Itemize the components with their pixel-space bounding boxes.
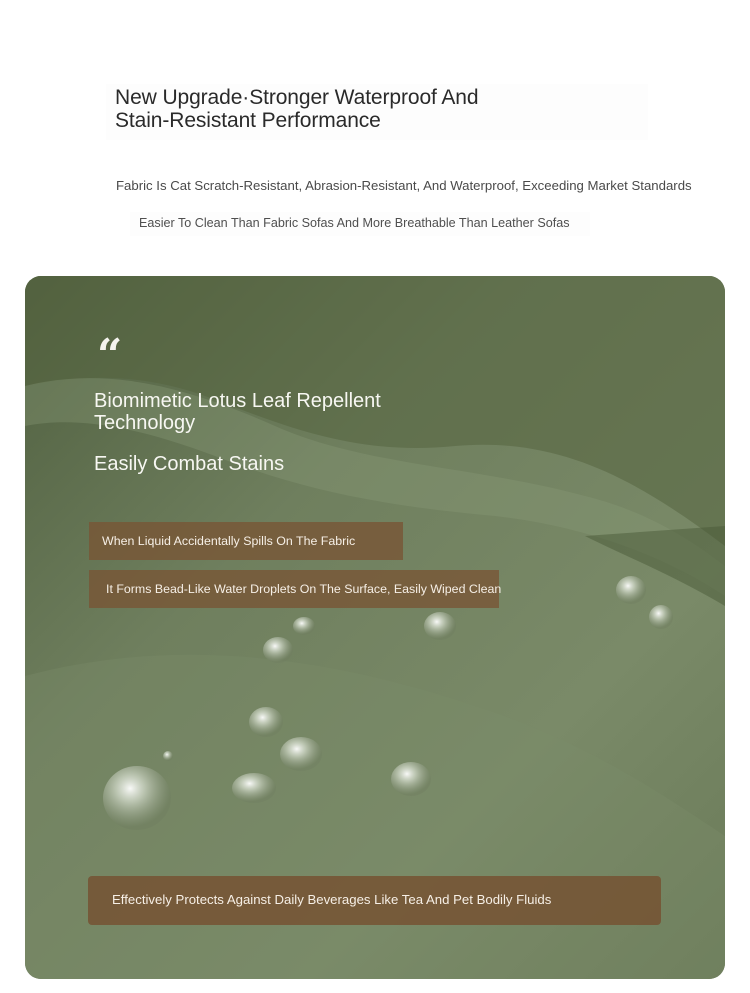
caption-liquid-spill: When Liquid Accidentally Spills On The Fabric <box>89 522 403 560</box>
caption-water-droplets: It Forms Bead-Like Water Droplets On The Surface, Easily Wiped Clean <box>89 570 499 608</box>
subtitle-scratch-resistant: Fabric Is Cat Scratch-Resistant, Abrasion-Resistant, And Waterproof, Exceeding Market Standards <box>116 178 692 193</box>
caption-protects-beverages: Effectively Protects Against Daily Beverages Like Tea And Pet Bodily Fluids <box>88 876 661 925</box>
feature-title-line-2: Technology <box>94 412 196 434</box>
feature-subtitle: Easily Combat Stains <box>94 453 285 475</box>
subtitle-easy-clean: Easier To Clean Than Fabric Sofas And More Breathable Than Leather Sofas <box>130 212 590 236</box>
headline-line-1: New Upgrade·Stronger Waterproof And <box>115 86 479 109</box>
page-headline <box>106 84 648 140</box>
feature-title-line-1: Biomimetic Lotus Leaf Repellent <box>94 390 381 412</box>
fabric-feature-image <box>25 276 725 979</box>
quote-mark-icon: “ <box>97 330 123 381</box>
fabric-texture-background <box>25 276 725 979</box>
headline-line-2: Stain-Resistant Performance <box>115 109 381 132</box>
feature-title <box>94 390 434 434</box>
